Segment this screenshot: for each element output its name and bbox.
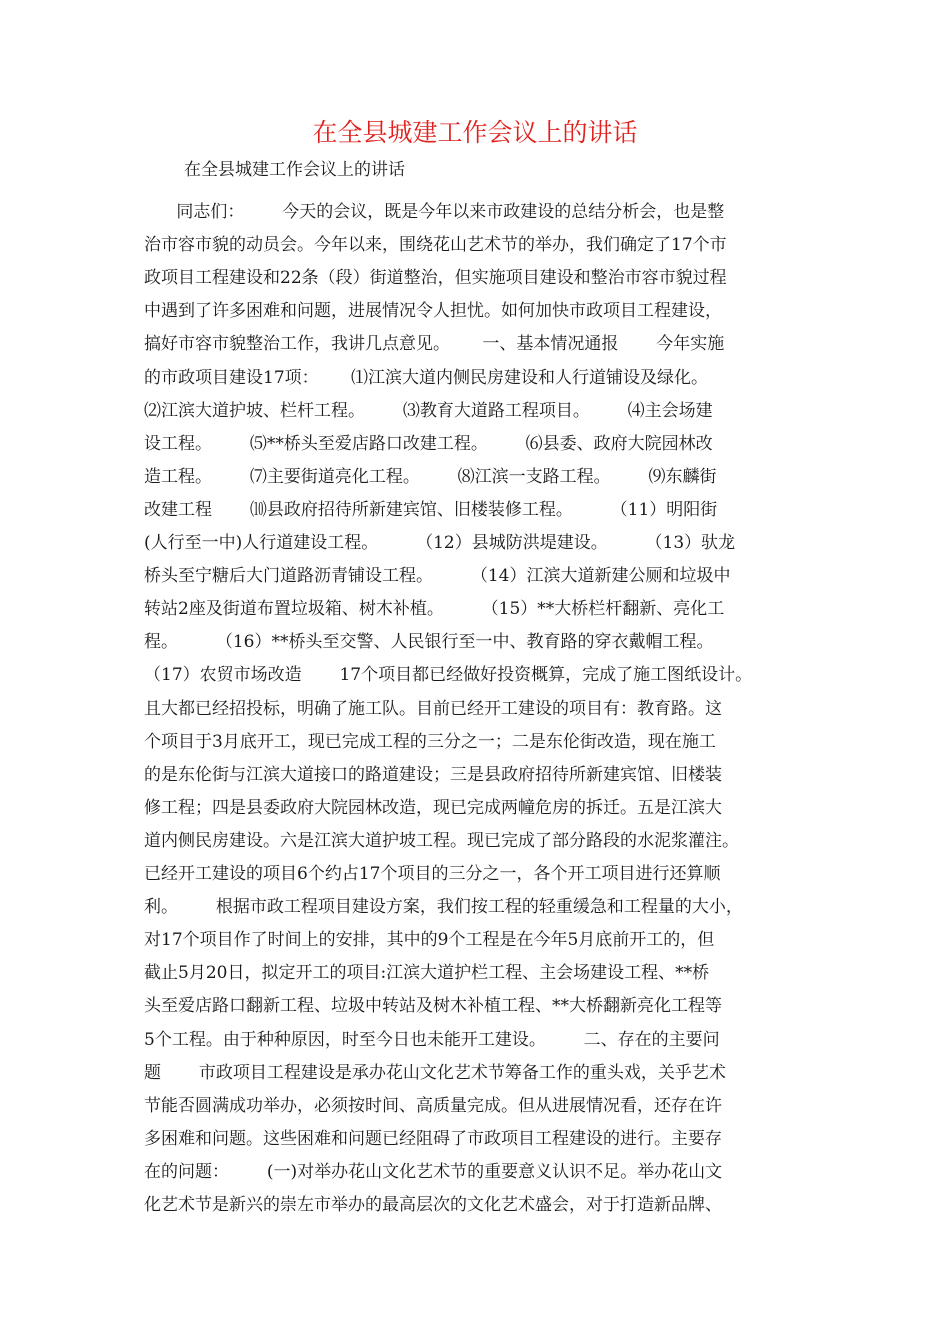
- body-line: (人行至一中)人行道建设工程。 （12）县城防洪堤建设。 （13）驮龙: [144, 533, 736, 553]
- body-line: （17）农贸市场改造 17个项目都已经做好投资概算，完成了施工图纸设计。: [144, 665, 753, 685]
- body-line: 搞好市容市貌整治工作，我讲几点意见。 一、基本情况通报 今年实施: [144, 334, 725, 354]
- body-line: 改建工程 ⑽县政府招待所新建宾馆、旧楼装修工程。 （11）明阳街: [144, 500, 718, 520]
- body-line: 截止5月20日，拟定开工的项目:江滨大道护栏工程、主会场建设工程、**桥: [144, 963, 710, 983]
- body-line: 设工程。 ⑸**桥头至爱店路口改建工程。 ⑹县委、政府大院园林改: [144, 434, 713, 454]
- body-line: 在的问题： (一)对举办花山文化艺术节的重要意义认识不足。举办花山文: [144, 1162, 723, 1182]
- body-line: 对17个项目作了时间上的安排，其中的9个工程是在今年5月底前开工的，但: [144, 930, 715, 950]
- body-line: ⑵江滨大道护坡、栏杆工程。 ⑶教育大道路工程项目。 ⑷主会场建: [144, 401, 713, 421]
- body-line: 造工程。 ⑺主要街道亮化工程。 ⑻江滨一支路工程。 ⑼东麟街: [144, 467, 717, 487]
- body-line: 中遇到了许多困难和问题，进展情况令人担忧。如何加快市政项目工程建设，: [144, 301, 722, 321]
- body-line: 同志们： 今天的会议，既是今年以来市政建设的总结分析会，也是整: [144, 202, 725, 222]
- body-line: 题 市政项目工程建设是承办花山文化艺术节筹备工作的重头戏，关乎艺术: [144, 1063, 726, 1083]
- body-line: 节能否圆满成功举办，必须按时间、高质量完成。但从进展情况看，还存在许: [144, 1096, 722, 1116]
- body-line: 个项目于3月底开工，现已完成工程的三分之一；二是东伦街改造，现在施工: [144, 732, 716, 752]
- body-line: 且大都已经招投标，明确了施工队。目前已经开工建设的项目有：教育路。这: [144, 699, 722, 719]
- body-line: 政项目工程建设和22条（段）街道整治，但实施项目建设和整治市容市貌过程: [144, 268, 727, 288]
- body-line: 治市容市貌的动员会。今年以来，围绕花山艺术节的举办，我们确定了17个市: [144, 235, 727, 255]
- body-line: 头至爱店路口翻新工程、垃圾中转站及树木补植工程、**大桥翻新亮化工程等: [144, 996, 722, 1016]
- body-line: 5个工程。由于种种原因，时至今日也未能开工建设。 二、存在的主要问: [144, 1030, 720, 1050]
- body-line: 多困难和问题。这些困难和问题已经阻碍了市政项目工程建设的进行。主要存: [144, 1129, 722, 1149]
- body-line: 程。 （16）**桥头至交警、人民银行至一中、教育路的穿衣戴帽工程。: [144, 632, 714, 652]
- body-line: 化艺术节是新兴的崇左市举办的最高层次的文化艺术盛会，对于打造新品牌、: [144, 1195, 722, 1215]
- body-line: 已经开工建设的项目6个约占17个项目的三分之一，各个开工项目进行还算顺: [144, 864, 721, 884]
- body-line: 桥头至宁糖后大门道路沥青铺设工程。 （14）江滨大道新建公厕和垃圾中: [144, 566, 731, 586]
- document-title: 在全县城建工作会议上的讲话: [312, 118, 638, 147]
- body-line: 的是东伦街与江滨大道接口的路道建设；三是县政府招待所新建宾馆、旧楼装: [144, 765, 722, 785]
- body-line: 利。 根据市政工程项目建设方案，我们按工程的轻重缓急和工程量的大小，: [144, 897, 743, 917]
- body-line: 道内侧民房建设。六是江滨大道护坡工程。现已完成了部分路段的水泥浆灌注。: [144, 831, 739, 851]
- document-subtitle: 在全县城建工作会议上的讲话: [184, 160, 405, 180]
- body-line: 修工程；四是县委政府大院园林改造，现已完成两幢危房的拆迁。五是江滨大: [144, 798, 722, 818]
- body-line: 转站2座及街道布置垃圾箱、树木补植。 （15）**大桥栏杆翻新、亮化工: [144, 599, 725, 619]
- body-line: 的市政项目建设17项： ⑴江滨大道内侧民房建设和人行道铺设及绿化。: [144, 368, 709, 388]
